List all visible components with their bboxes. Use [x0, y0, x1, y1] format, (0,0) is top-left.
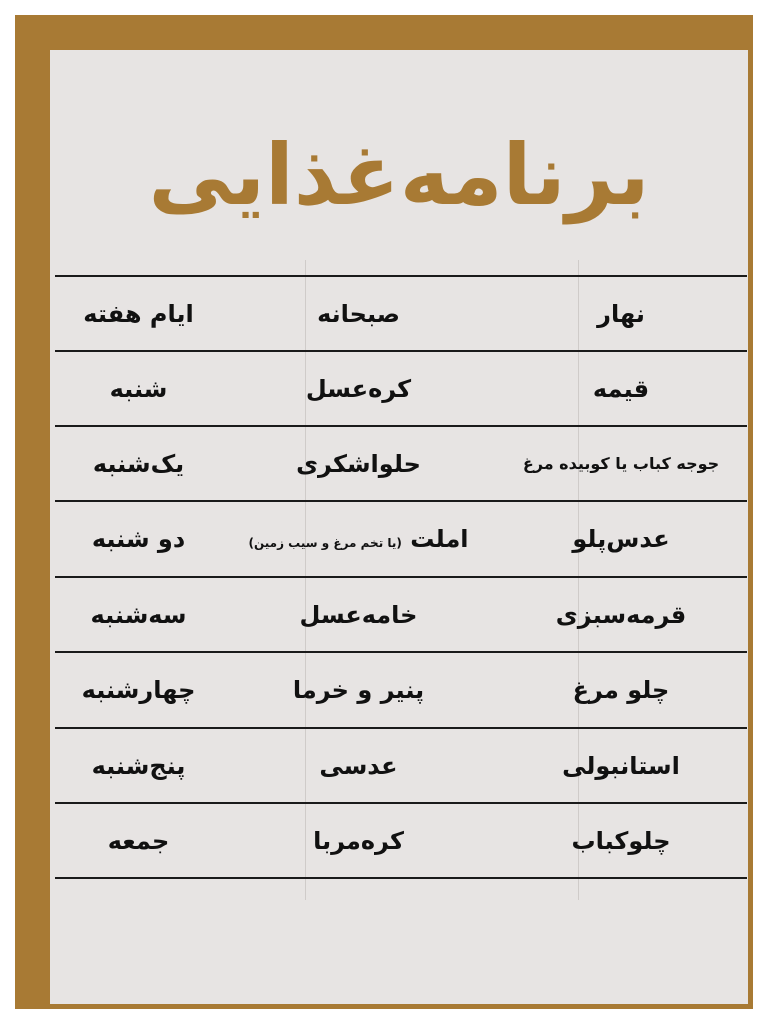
breakfast-cell: [222, 525, 495, 553]
table-row: [55, 729, 747, 802]
breakfast-cell: خامه‌عسل: [299, 600, 418, 629]
day-cell: چهارشنبه: [81, 675, 196, 704]
table-row: [55, 502, 747, 575]
page-title: برنامه‌غذایی: [148, 126, 650, 224]
breakfast-cell: کره‌مربا: [313, 826, 404, 855]
breakfast-cell: حلواشکری: [296, 449, 421, 478]
lunch-cell: استانبولی: [562, 751, 680, 780]
lunch-cell: چلو مرغ: [572, 675, 670, 704]
lunch-cell: جوجه کباب یا کوبیده مرغ: [522, 454, 720, 473]
day-cell: پنج‌شنبه: [91, 751, 186, 780]
table-row: [55, 427, 747, 500]
row-divider: [55, 877, 747, 879]
header-day: ایام هفته: [83, 299, 194, 328]
day-cell: شنبه: [109, 374, 168, 403]
breakfast-note: (یا تخم مرغ و سیب زمین): [248, 535, 402, 550]
lunch-cell: عدس‌پلو: [572, 524, 670, 553]
breakfast-cell: پنیر و خرما: [292, 675, 425, 704]
lunch-cell: چلوکباب: [571, 826, 671, 855]
day-cell: جمعه: [107, 826, 170, 855]
table-row: [55, 653, 747, 726]
breakfast-cell: کره‌عسل: [305, 374, 412, 403]
day-cell: دو شنبه: [91, 524, 186, 553]
day-cell: یک‌شنبه: [92, 449, 185, 478]
table-row: [55, 804, 747, 877]
lunch-cell: قیمه: [592, 374, 650, 403]
header-row: [55, 277, 747, 350]
header-lunch: نهار: [597, 299, 645, 328]
breakfast-cell: عدسی: [319, 751, 398, 780]
table-row: [55, 578, 747, 651]
breakfast-main: املت: [410, 524, 469, 553]
table-row: [55, 352, 747, 425]
poster-frame: [15, 15, 753, 1009]
day-cell: سه‌شنبه: [90, 600, 187, 629]
lunch-cell: قرمه‌سبزی: [555, 600, 687, 629]
menu-panel: [50, 50, 748, 1004]
header-breakfast: صبحانه: [317, 299, 400, 328]
